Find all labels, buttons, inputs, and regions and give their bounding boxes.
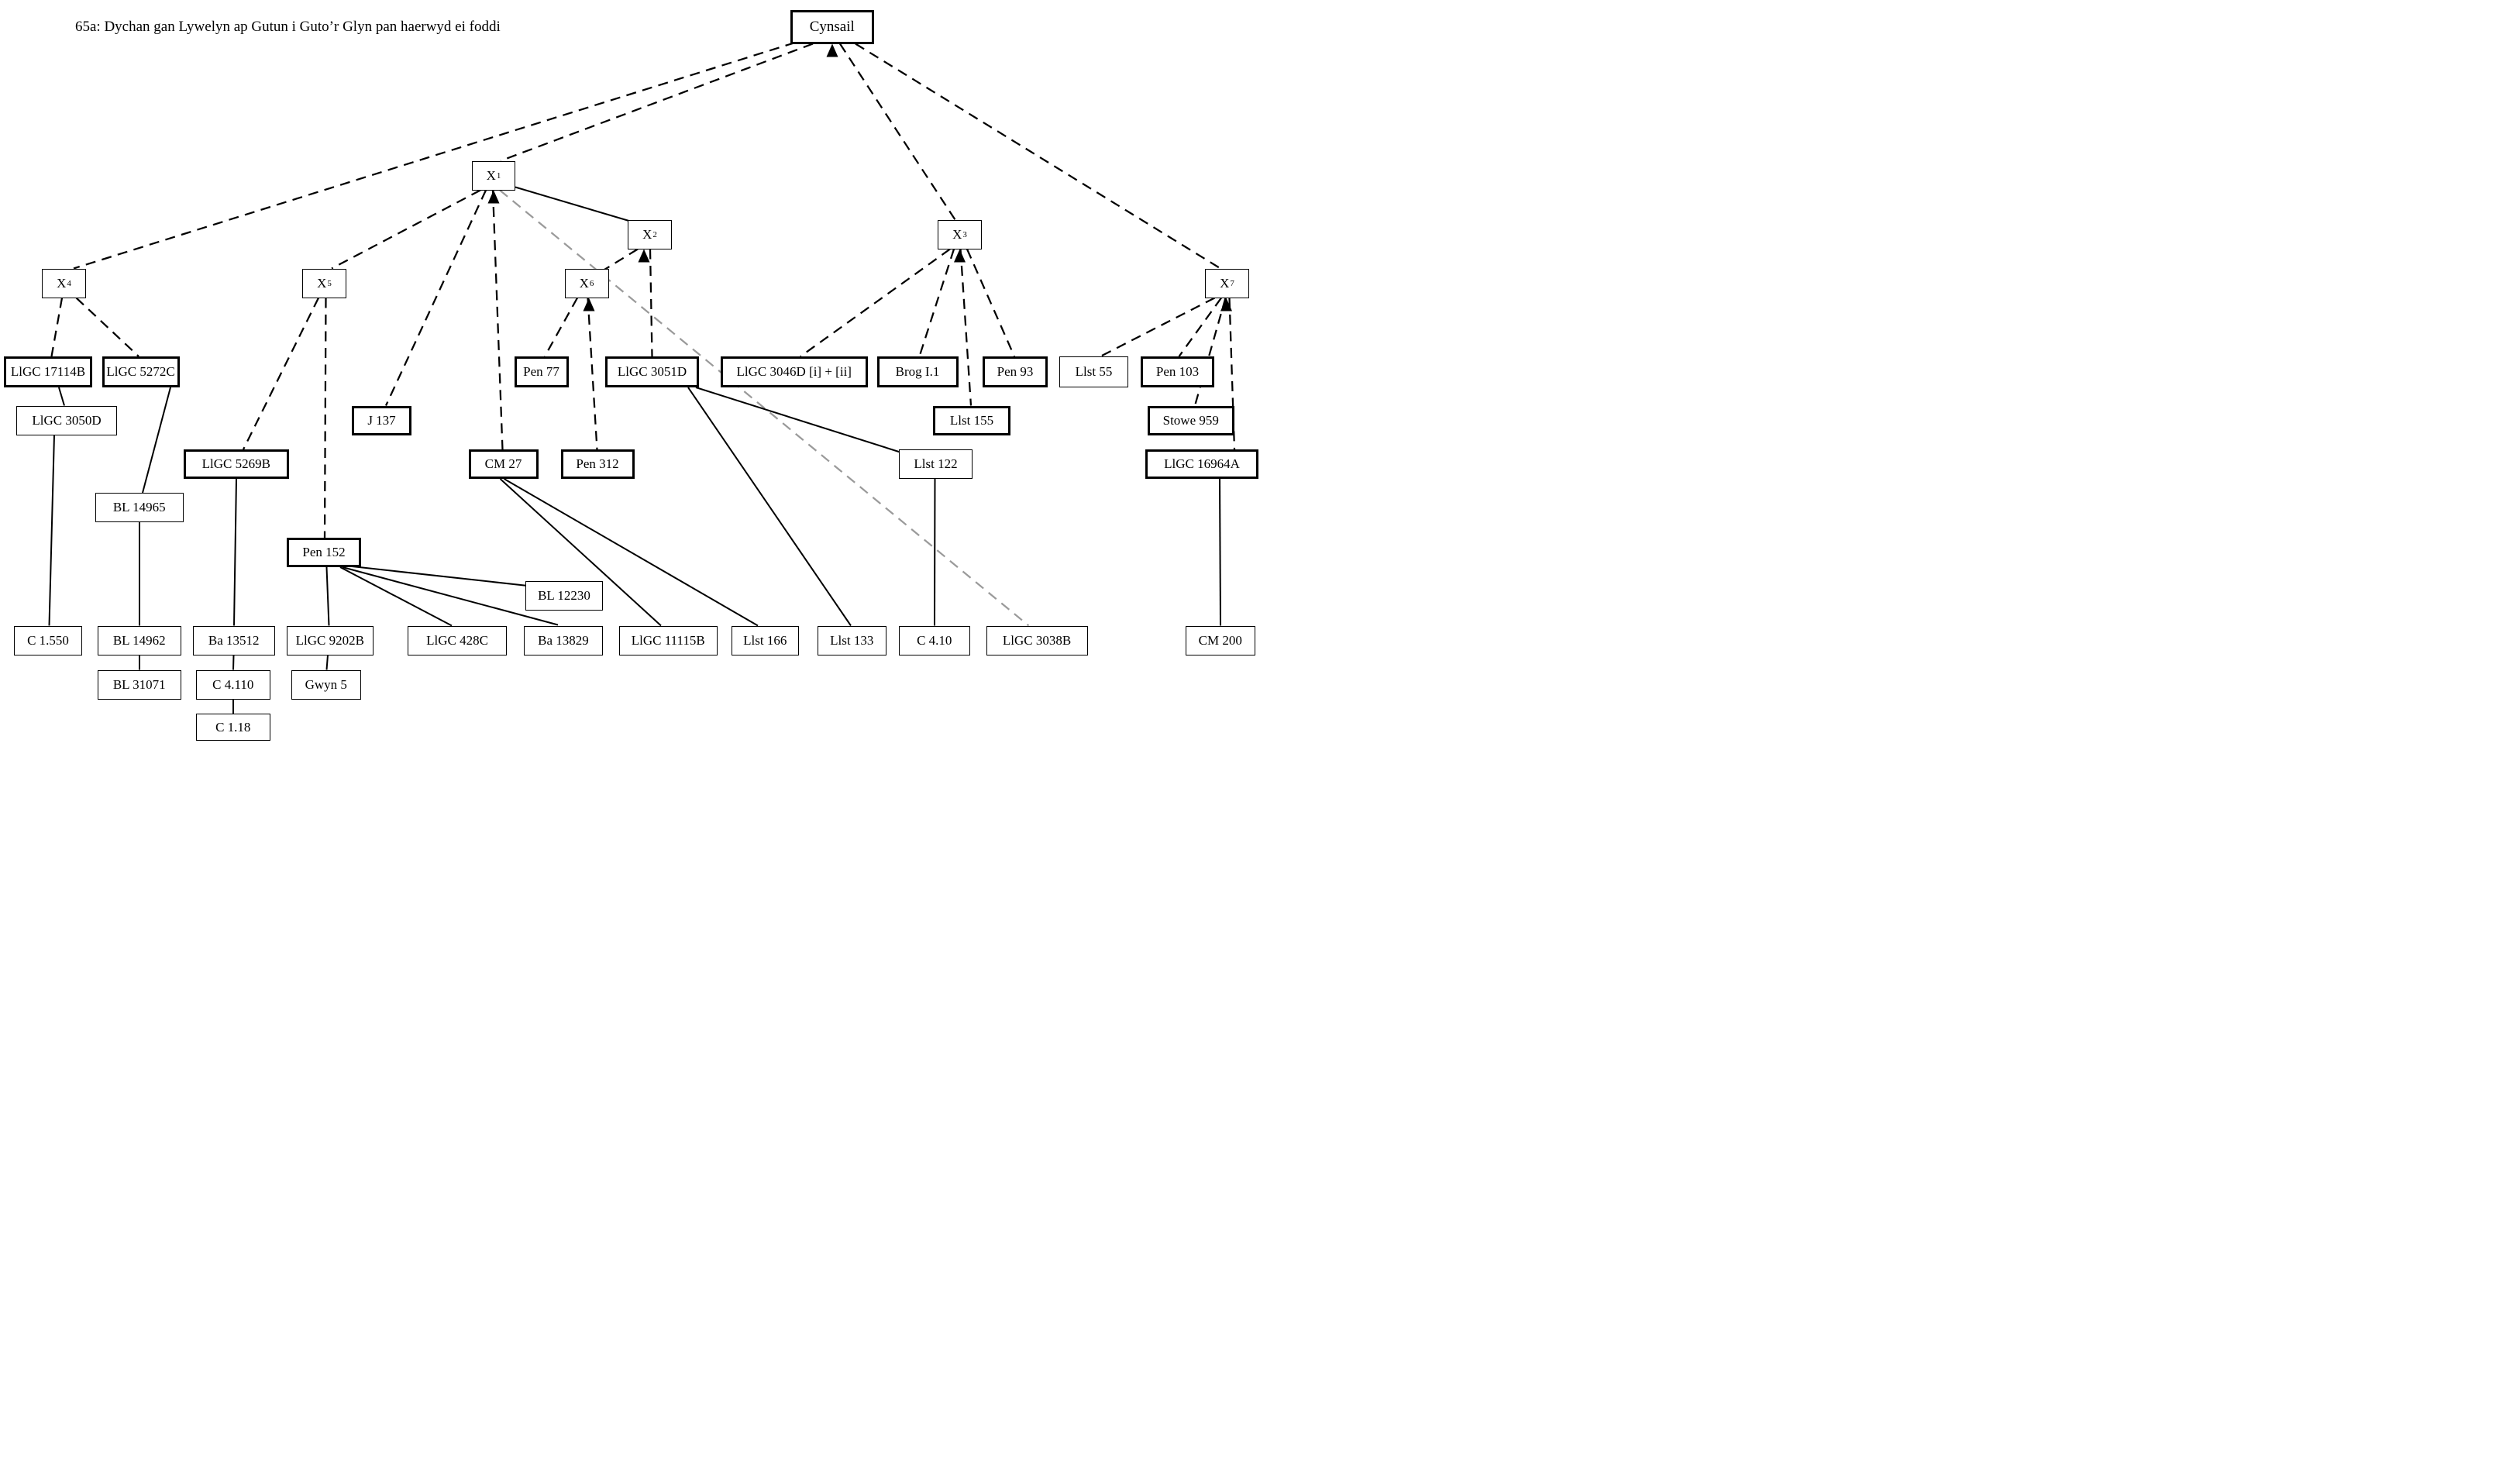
node-label: C 4.110 xyxy=(212,676,254,692)
node-label: LlGC 3051D xyxy=(617,364,687,379)
arrowhead-x6 xyxy=(584,298,595,311)
node-label: Pen 77 xyxy=(523,364,559,379)
node-llst166 xyxy=(732,626,799,655)
node-x7: X 7 xyxy=(1205,269,1249,298)
node-c118 xyxy=(196,714,271,741)
node-llst133 xyxy=(818,626,887,655)
arrowhead-x3 xyxy=(954,249,966,263)
node-label: Llst 122 xyxy=(914,456,958,471)
node-llst55 xyxy=(1059,356,1128,387)
node-label: X xyxy=(486,167,496,183)
edge-cynsail-x4 xyxy=(74,43,795,269)
node-label: J 137 xyxy=(367,412,396,428)
node-label: LlGC 3046D [i] + [ii] xyxy=(736,364,852,379)
edge-x3-pen93 xyxy=(967,249,1014,357)
node-label: BL 31071 xyxy=(112,676,166,692)
node-label: LlGC 3038B xyxy=(1002,632,1072,648)
edge-x5-pen152 xyxy=(325,298,326,538)
node-c1550 xyxy=(14,626,82,655)
node-llgc3050d xyxy=(16,406,117,435)
node-c4110 xyxy=(196,670,271,700)
node-label: X xyxy=(579,275,589,291)
node-label: Llst 166 xyxy=(743,632,787,648)
node-x2: X 2 xyxy=(628,220,672,249)
node-pen93 xyxy=(983,356,1048,387)
edge-x3-brogi1 xyxy=(920,249,955,357)
node-llgc17114b xyxy=(4,356,92,387)
edge-cynsail-x1 xyxy=(501,44,813,161)
node-label: LlGC 17114B xyxy=(10,364,86,379)
node-ba13829 xyxy=(524,626,603,655)
edge-x5-llgc5269b xyxy=(243,298,318,450)
node-llgc3038b xyxy=(986,626,1088,655)
node-llst155 xyxy=(933,406,1010,435)
edge-cynsail-x7 xyxy=(855,44,1220,269)
edge-x2-x6 xyxy=(604,249,638,270)
node-x6: X 6 xyxy=(565,269,609,298)
node-gwyn5 xyxy=(291,670,362,700)
edge-llgc3051d-llst133 xyxy=(688,387,851,626)
node-label: X xyxy=(1220,275,1230,291)
node-label: Llst 55 xyxy=(1075,364,1113,379)
node-label: LlGC 3050D xyxy=(32,412,102,428)
edge-pen152-llgc9202b xyxy=(327,567,329,626)
node-label: Ba 13829 xyxy=(538,632,589,648)
edge-cynsail-x3 xyxy=(840,44,955,220)
node-llgc428c xyxy=(408,626,507,655)
node-bl31071 xyxy=(98,670,181,700)
edge-llgc17114b-llgc3050d xyxy=(59,387,64,406)
node-label: Pen 312 xyxy=(576,456,619,471)
node-label: X xyxy=(317,275,327,291)
edge-x1-cm27 xyxy=(493,191,503,450)
node-llgc11115b xyxy=(619,626,718,655)
node-label: Cynsail xyxy=(809,18,855,35)
node-label: C 1.550 xyxy=(27,632,69,648)
edge-x7-llst55 xyxy=(1100,298,1215,357)
node-bl14962 xyxy=(98,626,181,655)
node-llgc5272c xyxy=(102,356,180,387)
node-llgc3046d xyxy=(721,356,869,387)
node-pen152 xyxy=(287,538,361,567)
edge-x4-llgc5272c xyxy=(77,298,139,357)
arrowhead-cynsail xyxy=(827,44,838,57)
node-bl14965 xyxy=(95,493,184,522)
stemma-diagram xyxy=(0,0,1260,742)
node-label: CM 27 xyxy=(484,456,522,471)
node-label: Llst 155 xyxy=(949,412,994,428)
node-label: BL 14965 xyxy=(112,500,166,514)
node-label: BL 12230 xyxy=(538,587,590,603)
node-label: LlGC 9202B xyxy=(295,632,364,648)
edge-x1-j137 xyxy=(386,191,486,406)
node-label: LlGC 5272C xyxy=(106,364,175,379)
node-label: Brog I.1 xyxy=(895,364,940,379)
edge-x3-llgc3046d xyxy=(800,249,950,357)
node-stowe959 xyxy=(1148,406,1235,435)
node-label: LlGC 11115B xyxy=(631,632,705,648)
edge-llgc9202b-gwyn5 xyxy=(327,655,329,670)
node-ba13512 xyxy=(193,626,275,655)
edge-x4-llgc17114b xyxy=(52,298,63,357)
node-llgc5269b xyxy=(184,449,290,479)
edge-x6-pen312 xyxy=(588,298,597,450)
edge-x1-x5 xyxy=(332,191,480,269)
node-pen103 xyxy=(1141,356,1214,387)
node-label: LlGC 428C xyxy=(426,632,488,648)
edge-llgc5272c-bl14965 xyxy=(143,387,170,493)
node-pen77 xyxy=(515,356,569,387)
edge-x6-pen77 xyxy=(545,298,577,357)
node-label: X xyxy=(57,275,67,291)
node-label: Pen 103 xyxy=(1155,364,1200,379)
node-label: X xyxy=(952,226,962,242)
node-llgc9202b xyxy=(287,626,374,655)
node-x5: X 5 xyxy=(302,269,346,298)
node-j137 xyxy=(352,406,411,435)
node-label: Stowe 959 xyxy=(1162,412,1219,428)
node-bl12230 xyxy=(525,581,603,611)
node-label: CM 200 xyxy=(1198,632,1242,648)
arrowhead-x1 xyxy=(488,191,500,204)
node-llst122 xyxy=(899,449,973,479)
edge-x7-pen103 xyxy=(1179,298,1222,357)
node-cm27 xyxy=(469,449,539,479)
node-label: C 1.18 xyxy=(215,719,251,735)
edge-x3-llst155 xyxy=(961,249,972,406)
node-x3: X 3 xyxy=(938,220,982,249)
node-pen312 xyxy=(561,449,635,479)
node-label: Gwyn 5 xyxy=(305,676,347,692)
node-label: LlGC 5269B xyxy=(201,456,270,471)
edge-llgc3050d-c1550 xyxy=(50,435,55,626)
edge-ba13512-c4110 xyxy=(233,655,234,670)
arrowhead-x2 xyxy=(639,249,650,263)
node-cm200 xyxy=(1186,626,1255,655)
node-x4: X 4 xyxy=(42,269,86,298)
node-label: C 4.10 xyxy=(917,632,952,648)
node-cynsail xyxy=(790,10,874,44)
node-label: Ba 13512 xyxy=(208,632,260,648)
node-x1: X 1 xyxy=(472,161,515,191)
node-label: X xyxy=(642,226,652,242)
node-label: Pen 93 xyxy=(997,364,1034,379)
edge-llgc5269b-ba13512 xyxy=(234,479,236,626)
node-label: LlGC 16964A xyxy=(1164,456,1240,471)
diagram-title: 65a: Dychan gan Lywelyn ap Gutun i Guto’r Glyn pan haerwyd ei foddi xyxy=(75,19,501,35)
node-c410 xyxy=(899,626,970,655)
node-llgc16964a xyxy=(1145,449,1258,479)
node-label: Llst 133 xyxy=(830,632,874,648)
node-label: Pen 152 xyxy=(302,545,346,559)
edge-x2-llgc3051d xyxy=(650,249,652,357)
node-label: BL 14962 xyxy=(112,632,166,648)
node-llgc3051d xyxy=(605,356,699,387)
node-brogi1 xyxy=(877,356,959,387)
